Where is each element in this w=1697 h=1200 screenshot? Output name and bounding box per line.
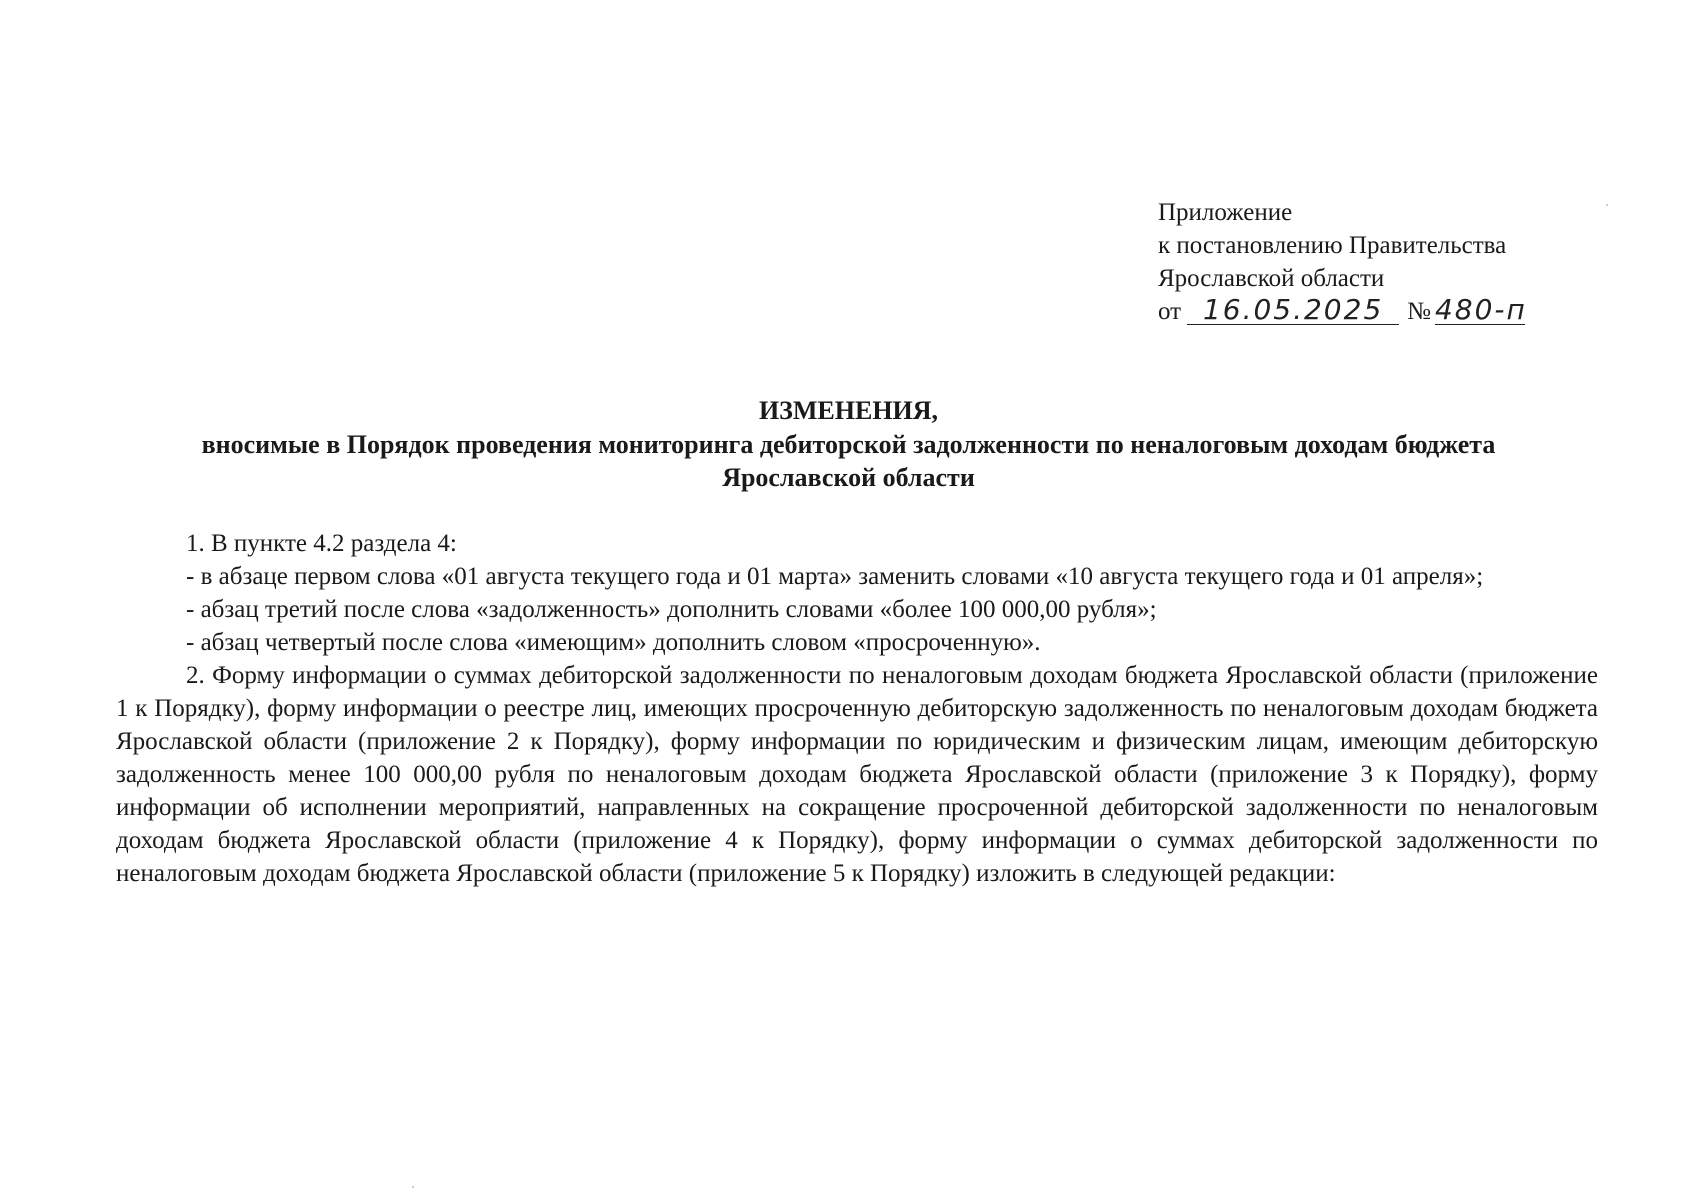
appendix-reference: к постановлению Правительства (1158, 232, 1507, 259)
from-label: от (1158, 298, 1182, 325)
scan-speck (1606, 204, 1608, 206)
appendix-region: Ярославской области (1158, 265, 1385, 292)
paragraph-item-2: 2. Форму информации о суммах дебиторской задолженности по неналоговым доходам бюджета Ярославской области (приложение 1 к Порядку), форму информации о реестре лиц, имеющих просроченную дебиторскую задолженность по неналоговым доходам бюджета Ярославской области (приложение 2 к Порядку), форму информации по юридическим и физическим лицам, имеющим дебиторскую задолженность менее 100 000,00 рубля по неналоговым доходам бюджета Ярославской области (приложение 3 к Порядку), форму информации об исполнении мероприятий, направленных на сокращение просроченной дебиторской задолженности по неналоговым доходам бюджета Ярославской области (приложение 4 к Порядку), форму информации о суммах дебиторской задолженности по неналоговым доходам бюджета Ярославской области (приложение 5 к Порядку) изложить в следующей редакции: (116, 662, 1598, 887)
handwritten-number: 480-п (1434, 293, 1527, 326)
appendix-label: Приложение (1158, 199, 1293, 226)
scan-speck (412, 1186, 414, 1188)
paragraph-item-1-b: - абзац третий после слова «задолженность» дополнить словами «более 100 000,00 рубля»; (186, 596, 1157, 623)
document-subheading-line2: Ярославской области (722, 463, 975, 492)
paragraph-item-1: 1. В пункте 4.2 раздела 4: (186, 530, 457, 557)
paragraph-item-1-c: - абзац четвертый после слова «имеющим» дополнить словом «просроченную». (186, 629, 1041, 656)
handwritten-date: 16.05.2025 (1187, 296, 1399, 325)
number-label: № (1407, 298, 1431, 325)
appendix-block (1158, 196, 1525, 328)
document-subheading-line1: вносимые в Порядок проведения мониторинга дебиторской задолженности по неналоговым доходам бюджета (201, 430, 1496, 459)
appendix-date-number (1158, 295, 1525, 328)
paragraph-item-1-a: - в абзаце первом слова «01 августа текущего года и 01 марта» заменить словами «10 августа текущего года и 01 апреля»; (186, 563, 1484, 590)
document-body (116, 527, 1598, 890)
document-heading: ИЗМЕНЕНИЯ, (758, 396, 939, 425)
